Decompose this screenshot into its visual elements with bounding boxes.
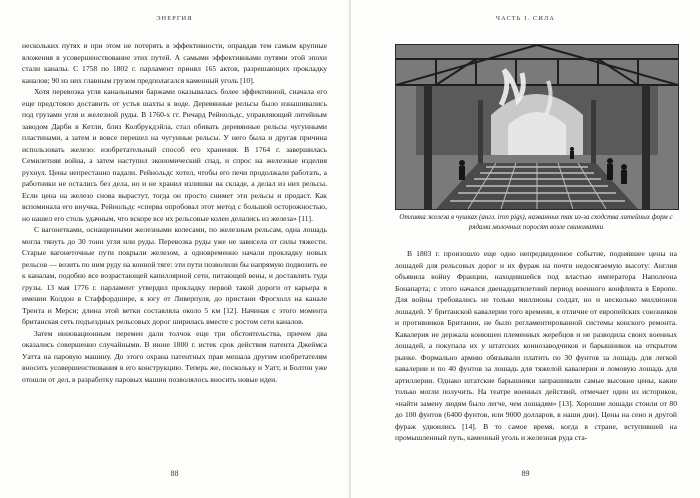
paragraph: Хотя перевозка угля канальными баржами оказывалась более эффективной, сначала его еще предстояло доставить от устья шахты к воде. Деревянные рельсы было изнашивались под грузами угля и железной руды. В 1760-х гг. Ричард Рейнольдс, управляющий литейным заводом Дарби в Кетли, близ Колбрукдэйла, стал обивать деревянные рельсы чугунными пластинами, а затем и вовсе перешел на чугунные рельсы. У него была и другая причина использовать железо: изобретательный способ его хранения. В 1764 г. завершилась Семилетняя война, а затем наступил экономический спад, и спрос на железные изделия рухнул. Цены непрестанно падали. Рейнольдс хотел, чтобы его печи продолжали работать, а работники не остались без дела, но и не хранил излишки на складе, а делал из них рельсы. Если цена на железо снова вырастут, тогда он просто снимет эти рельсы и продаст. Как вспоминала его внучка, Рейнольдс «сперва опробовал этот метод с большой осторожностью, но нашел его столь удачным, что вскоре все их рельсовые колеи делались из железа» [11]. [22,87,327,223]
running-head: ЭНЕРГИЯ [156,15,193,22]
foundry-engraving [395,44,679,210]
body-text [22,40,327,385]
paragraph: В 1803 г. произошло еще одно непредвиденное событие, поднявшее цены на лошадей для рельсовых дорог и их фураж на почти недосягаемую высоту: Англия объявила войну Франции, находившейся под властью императора Наполеона Бонапарта; с этого начался двенадцатилетний период военного конфликта в Европе. Для войны требовались не только миллионы солдат, но и несколько миллионов лошадей. У британской кавалерии того времени, в отличие от европейских союзников и противников Британии, не было регламентированной системы конского ремонта. Кавалерия не держала конюшен племенных жеребцов и не разводила своих военных лошадей, а покупала их у штатских коннозаводчиков и барышников на открытом рынке. Формально армию обязывали платить по 30 фунтов за лошадь для легкой кавалерии и по 40 фунтов за лошадь для тяжелой кавалерии и ломовую лошадь для артиллерии. Однако штатские барышники запрашивали самые высокие цены, какие только могли получить. На театре военных действий, отмечает один из историков, «найти замену людям было легче, чем лошадям» [13]. Хорошие лошади стоили от 80 до 100 фунтов (6400 фунтов, или 9000 долларов, в наши дни). Цены на сено и другой фураж удвоились [14]. В то самое время, когда в стране, вступившей на промышленный путь, каменный уголь и железная руда ста- [395,249,677,442]
left-page [0,0,349,498]
foundry-illustration [396,45,678,209]
paragraph: Затем инновационным перемен дали толчок еще три обстоятельства, причем два оказались совершенно случайными. В июне 1800 г. истек срок действия патента Джеймса Уатта на паровую машину. До этого охрана патентных прав мешала другим изобретателям вносить усовершенствования в его конструкцию. Теперь же, поскольку и Уатт, и Болтон уже отошли от дел, в разработку паровых машин позволялось вносить новые идеи. [22,328,327,384]
paragraph: С вагонетками, оснащенными железными колесами, по железным рельсам, одна лошадь могла тянуть до 30 тонн угля или руды. Перевозка руды уже не зависела от силы тяжести. Старые вагонеточные пути покрыли железом, а одновременно начали прокладку новых рельсов — возить по ним руду на конной тяге: эти пути позволили бы напрямую подвозить ее к каналам, подобно все возрастающей капиллярной сети, питающей вены, и доставлять туда грузы. 13 мая 1776 г. парламент утвердил прокладку первой такой дороги от карьера в имении Колдон в Стаффордшире, к югу от Ливерпуля, до пристани Фрогхолл на канале Трента и Мерси; длина этой ветки составляла около 5 км [12]. Начиная с этого момента британская сеть подъездных рельсовых дорог ширилась вместе с ростом сети каналов. [22,225,327,326]
figure-caption: Отливка железа в чушках (англ. iron pigs), названных так из-за сходства литейных форм с рядами молочных поросят возле свиноматки [399,213,673,231]
page-number: 89 [521,469,530,478]
right-page [351,0,700,498]
page-number: 88 [170,469,179,478]
paragraph: нескольких путях и при этом не потерять в эффективности, оправдав тем самым крупные вложения в усовершенствование этих путей. А самыми эффективными путями этой эпохи стали каналы. С 1758 по 1802 г. парламент принял 165 актов, разрешающих прокладку каналов; 90 из них главным грузом предполагался каменный уголь [10]. [22,41,327,85]
body-text [395,248,677,444]
running-head: ЧАСТЬ I. СИЛА [495,15,556,22]
